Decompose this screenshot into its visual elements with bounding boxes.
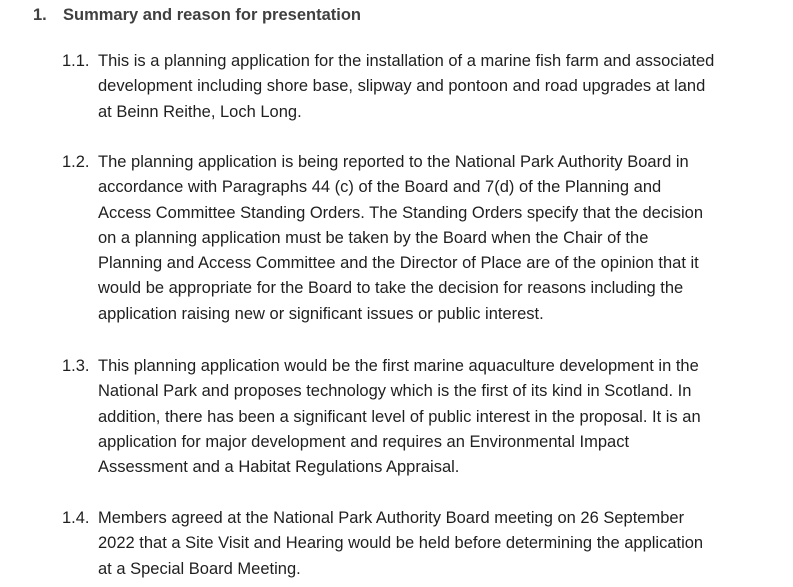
paragraph-number: 1.3. <box>62 357 90 375</box>
text-line: application for major development and requires an Environmental Impact <box>98 432 630 451</box>
text-line: at Beinn Reithe, Loch Long. <box>98 102 302 121</box>
text-line: This planning application would be the first marine aquaculture development in the <box>98 357 699 375</box>
text-line: application raising new or significant issues or public interest. <box>98 304 544 323</box>
text-line: Members agreed at the National Park Authority Board meeting on 26 September <box>98 509 685 527</box>
paragraph-1-4 <box>62 506 782 582</box>
text-line: Planning and Access Committee and the Director of Place are of the opinion that it <box>98 254 699 273</box>
paragraph-text <box>98 354 782 480</box>
paragraph-1-2 <box>62 150 782 327</box>
paragraph-number: 1.4. <box>62 509 90 527</box>
paragraph-1-1 <box>62 49 782 125</box>
text-line: Assessment and a Habitat Regulations Appraisal. <box>98 458 460 477</box>
paragraph-number: 1.1. <box>62 52 90 70</box>
text-line: addition, there has been a significant level of public interest in the proposal. It is an <box>98 407 701 426</box>
text-line: on a planning application must be taken by the Board when the Chair of the <box>98 228 649 247</box>
section-title: Summary and reason for presentation <box>63 6 361 24</box>
text-line: would be appropriate for the Board to take the decision for reasons including the <box>98 279 684 298</box>
paragraph-1-3 <box>62 354 782 480</box>
text-line: at a Special Board Meeting. <box>98 559 301 578</box>
paragraph-text <box>98 49 782 125</box>
text-line: This is a planning application for the installation of a marine fish farm and associated <box>98 52 715 70</box>
text-line: 2022 that a Site Visit and Hearing would be held before determining the application <box>98 534 704 553</box>
text-line: The planning application is being reported to the National Park Authority Board in <box>98 153 689 171</box>
text-line: National Park and proposes technology which is the first of its kind in Scotland. In <box>98 382 692 401</box>
section-number: 1. <box>33 6 47 24</box>
paragraph-text <box>98 506 782 582</box>
text-line: Access Committee Standing Orders. The Standing Orders specify that the decision <box>98 203 703 222</box>
section-heading <box>33 6 361 25</box>
text-line: development including shore base, slipway and pontoon and road upgrades at land <box>98 77 706 96</box>
paragraph-number: 1.2. <box>62 153 90 171</box>
text-line: accordance with Paragraphs 44 (c) of the Board and 7(d) of the Planning and <box>98 178 662 197</box>
paragraph-text <box>98 150 782 327</box>
